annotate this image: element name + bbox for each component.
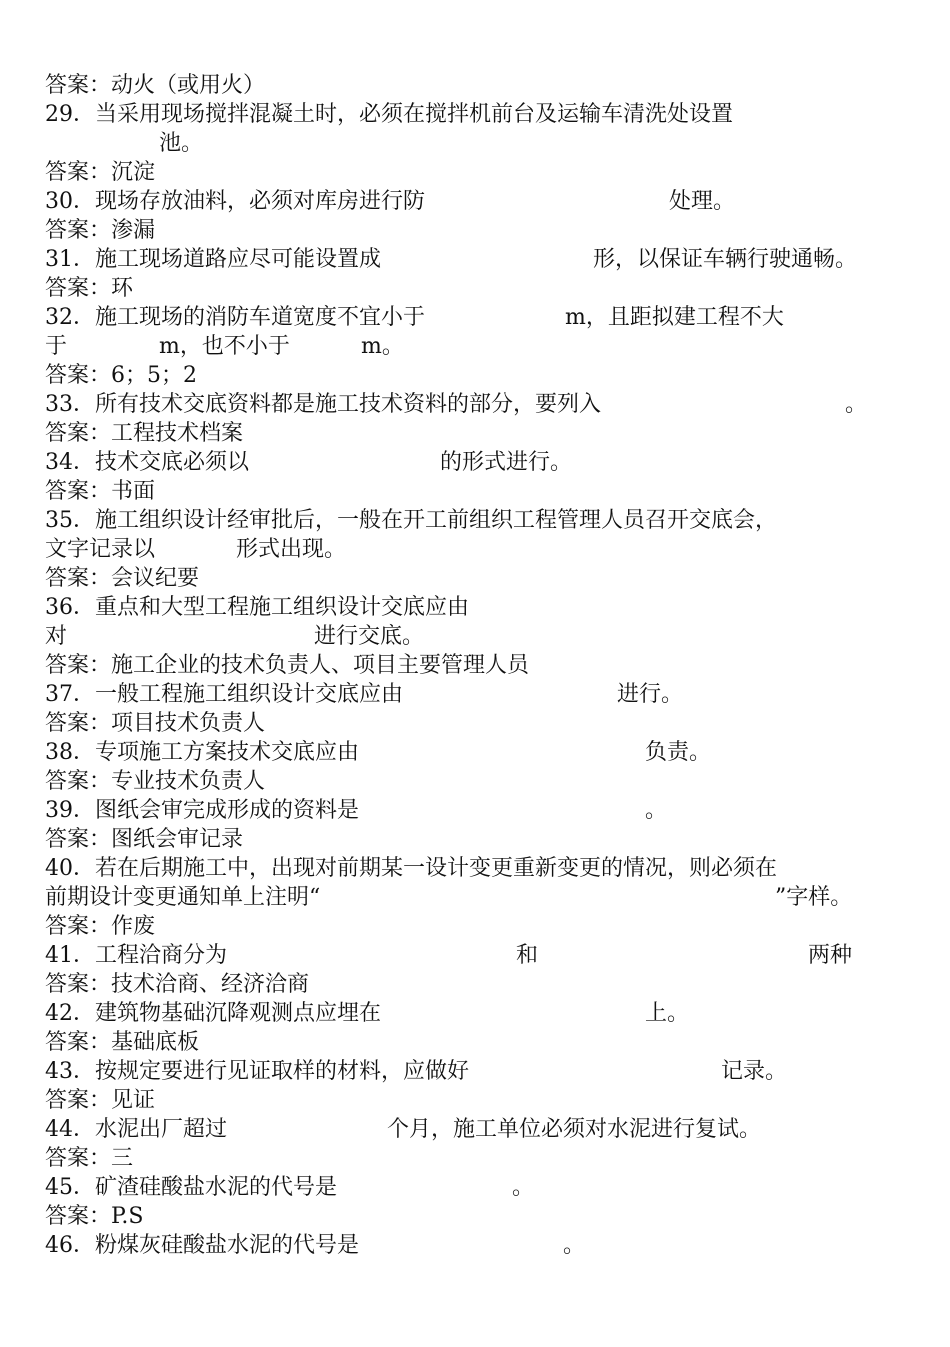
text-segment-1: 34．技术交底必须以 [45,450,249,475]
text-segment-1: 答案：项目技术负责人 [45,711,266,736]
text-segment-1: 44．水泥出厂超过 [45,1117,227,1142]
text-segment-1: 答案：三 [45,1146,134,1171]
text-segment-1: 答案：环 [45,276,134,301]
text-segment-1: 29．当采用现场搅拌混凝土时，必须在搅拌机前台及运输车清洗处设置 [45,102,733,127]
text-segment-1: 33．所有技术交底资料都是施工技术资料的部分，要列入 [45,392,601,417]
text-segment-1: 答案：6；5；2 [45,363,197,388]
text-segment-1: 39．图纸会审完成形成的资料是 [45,798,359,823]
text-segment-1: 32．施工现场的消防车道宽度不宜小于 [45,305,425,330]
text-segment-3: m。 [361,334,404,359]
text-segment-2: 。 [563,1233,586,1258]
text-segment-1: 池。 [159,131,204,156]
text-segment-1: 46．粉煤灰硅酸盐水泥的代号是 [45,1233,359,1258]
text-segment-1: 答案：作废 [45,914,156,939]
text-segment-1: 答案：专业技术负责人 [45,769,266,794]
text-segment-1: 答案：沉淀 [45,160,156,185]
text-segment-3: 两种 [808,943,853,968]
text-segment-1: 答案：基础底板 [45,1030,200,1055]
text-segment-1: 答案：见证 [45,1088,156,1113]
text-segment-1: 42．建筑物基础沉降观测点应埋在 [45,1001,381,1026]
text-segment-2: 处理。 [669,189,736,214]
text-segment-2: 的形式进行。 [440,450,573,475]
text-segment-1: 45．矿渣硅酸盐水泥的代号是 [45,1175,337,1200]
text-segment-1: 30．现场存放油料，必须对库房进行防 [45,189,425,214]
text-segment-1: 答案：书面 [45,479,156,504]
text-segment-1: 31．施工现场道路应尽可能设置成 [45,247,381,272]
text-segment-2: 形式出现。 [236,537,347,562]
text-segment-2: m，且距拟建工程不大 [565,305,784,330]
text-segment-1: 前期设计变更通知单上注明“ [45,885,321,910]
text-segment-2: 。 [512,1175,535,1200]
text-segment-2: 个月，施工单位必须对水泥进行复试。 [387,1117,762,1142]
text-segment-1: 答案：图纸会审记录 [45,827,244,852]
text-segment-1: 答案：会议纪要 [45,566,200,591]
text-segment-1: 35．施工组织设计经审批后，一般在开工前组织工程管理人员召开交底会， [45,508,777,533]
text-segment-2: 记录。 [721,1059,788,1084]
text-segment-1: 答案：工程技术档案 [45,421,244,446]
text-segment-1: 对 [45,624,68,649]
text-segment-1: 答案：动火（或用火） [45,73,266,98]
text-segment-1: 41．工程洽商分为 [45,943,227,968]
text-segment-1: 答案：施工企业的技术负责人、项目主要管理人员 [45,653,530,678]
text-segment-2: 进行。 [617,682,684,707]
text-segment-2: 上。 [645,1001,690,1026]
text-segment-1: 文字记录以 [45,537,156,562]
text-segment-2: 负责。 [645,740,712,765]
text-segment-1: 43．按规定要进行见证取样的材料，应做好 [45,1059,469,1084]
text-segment-2: 和 [516,943,539,968]
text-segment-2: 形，以保证车辆行驶通畅。 [593,247,858,272]
text-segment-1: 38．专项施工方案技术交底应由 [45,740,359,765]
text-segment-2: m，也不小于 [159,334,290,359]
text-segment-2: 。 [845,392,868,417]
text-segment-1: 答案：P.S [45,1204,144,1229]
text-segment-1: 37．一般工程施工组织设计交底应由 [45,682,403,707]
text-segment-1: 答案：渗漏 [45,218,156,243]
text-segment-2: 进行交底。 [314,624,425,649]
text-segment-2: ”字样。 [775,885,853,910]
question-46 [45,1231,586,1347]
text-segment-1: 答案：技术洽商、经济洽商 [45,972,310,997]
text-segment-1: 40．若在后期施工中，出现对前期某一设计变更重新变更的情况，则必须在 [45,856,777,881]
text-segment-1: 于 [45,334,68,359]
text-segment-2: 。 [645,798,668,823]
text-segment-1: 36．重点和大型工程施工组织设计交底应由 [45,595,469,620]
